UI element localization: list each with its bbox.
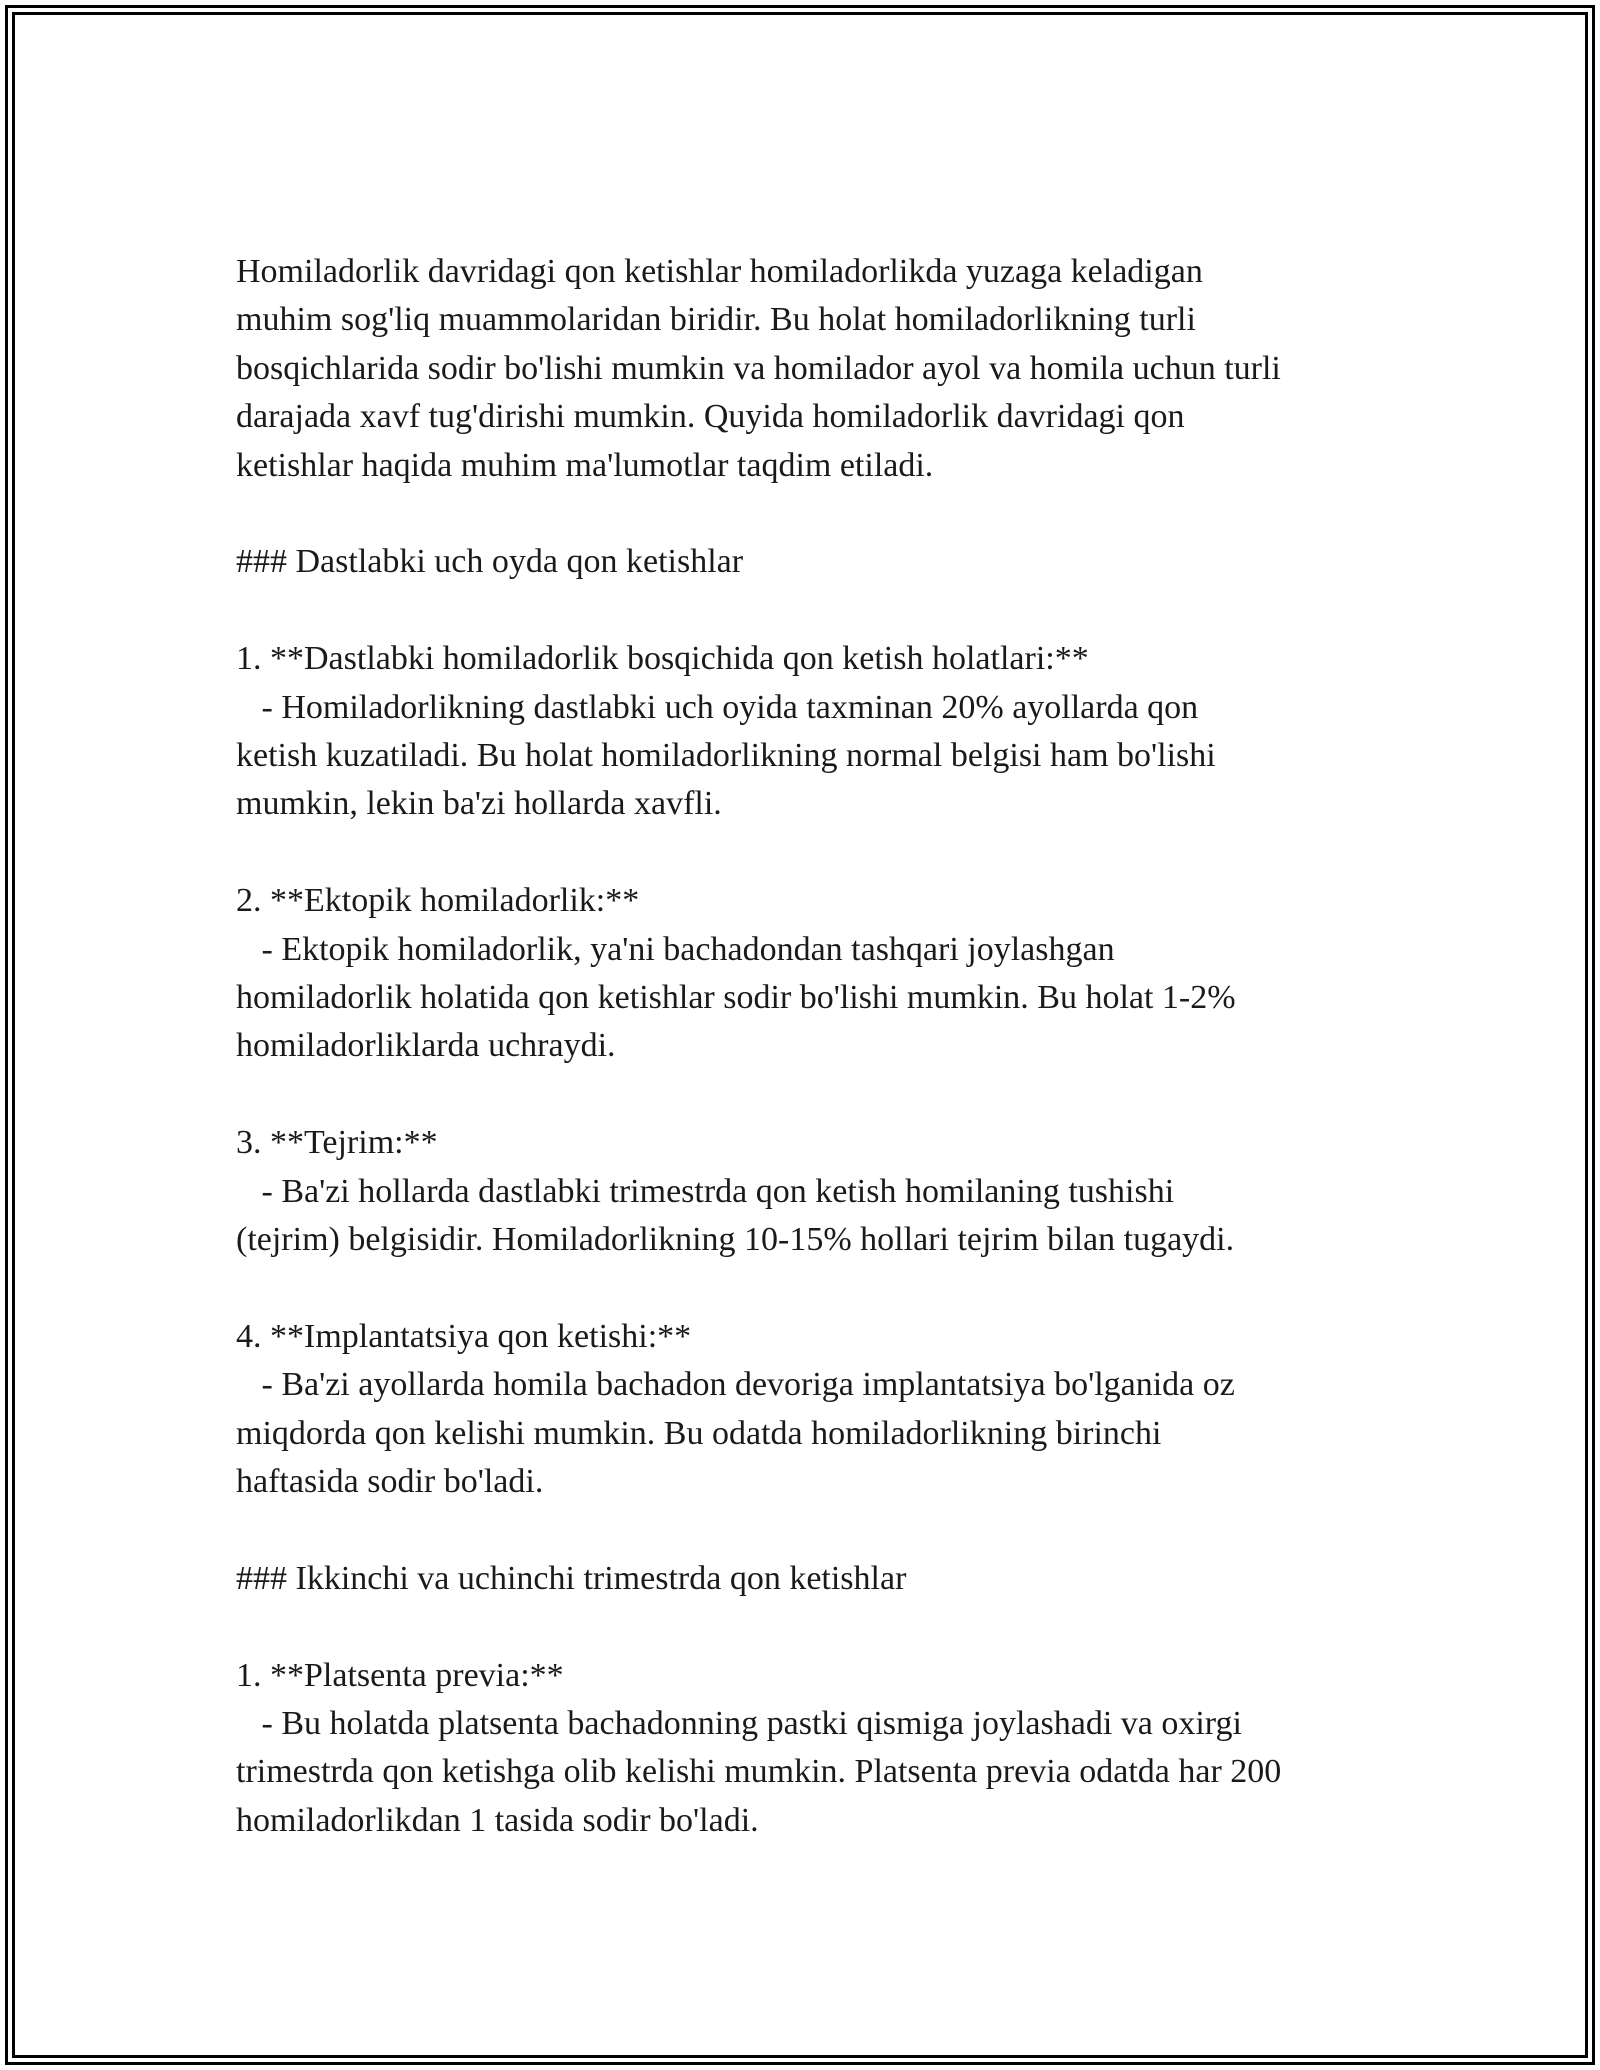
- intro-line-1: Homiladorlik davridagi qon ketishlar homiladorlikda yuzaga keladigan: [236, 253, 1203, 290]
- list-item-4-text: - Ba'zi ayollarda homila bachadon devoriga implantatsiya bo'lganida oz: [236, 1366, 1235, 1404]
- intro-line-2: muhim sog'liq muammolaridan biridir. Bu holat homiladorlikning turli: [236, 301, 1196, 339]
- blank-line: [236, 1071, 1376, 1119]
- intro-line-3: bosqichlarida sodir bo'lishi mumkin va homilador ayol va homila uchun turli: [236, 349, 1281, 387]
- list-item-4-title: 4. **Implantatsiya qon ketishi:**: [236, 1317, 692, 1355]
- blank-line: [236, 587, 1376, 635]
- list-item-1-title: 1. **Dastlabki homiladorlik bosqichida qon ketish holatlari:**: [236, 640, 1089, 678]
- intro-line-4: darajada xavf tug'dirishi mumkin. Quyida homiladorlik davridagi qon: [236, 398, 1185, 436]
- list-item-5-title: 1. **Platsenta previa:**: [236, 1656, 564, 1694]
- list-item-4-text: miqdorda qon kelishi mumkin. Bu odatda homiladorlikning birinchi: [236, 1414, 1162, 1452]
- intro-line-5: ketishlar haqida muhim ma'lumotlar taqdim etiladi.: [236, 446, 934, 484]
- list-item-3-text: - Ba'zi hollarda dastlabki trimestrda qon ketish homilaning tushishi: [236, 1172, 1175, 1210]
- list-item-2-text: homiladorlik holatida qon ketishlar sodir bo'lishi mumkin. Bu holat 1-2%: [236, 979, 1236, 1017]
- list-item-1-text: ketish kuzatiladi. Bu holat homiladorlikning normal belgisi ham bo'lishi: [236, 737, 1216, 775]
- section-heading-first-trimester: ### Dastlabki uch oyda qon ketishlar: [236, 543, 744, 581]
- list-item-5-text: - Bu holatda platsenta bachadonning pastki qismiga joylashadi va oxirgi: [236, 1705, 1242, 1743]
- blank-line: [236, 1264, 1376, 1312]
- blank-line: [236, 490, 1376, 538]
- list-item-2-title: 2. **Ektopik homiladorlik:**: [236, 882, 640, 920]
- list-item-2-text: - Ektopik homiladorlik, ya'ni bachadondan tashqari joylashgan: [236, 930, 1115, 968]
- list-item-1-text: mumkin, lekin ba'zi hollarda xavfli.: [236, 785, 722, 823]
- list-item-3-text: (tejrim) belgisidir. Homiladorlikning 10-15% hollari tejrim bilan tugaydi.: [236, 1221, 1235, 1259]
- list-item-2-text: homiladorliklarda uchraydi.: [236, 1027, 616, 1065]
- blank-line: [236, 1506, 1376, 1554]
- section-heading-later-trimesters: ### Ikkinchi va uchinchi trimestrda qon ketishlar: [236, 1559, 907, 1597]
- blank-line: [236, 829, 1376, 877]
- list-item-5-text: trimestrda qon ketishga olib kelishi mumkin. Platsenta previa odatda har 200: [236, 1753, 1282, 1791]
- list-item-3-title: 3. **Tejrim:**: [236, 1124, 438, 1162]
- blank-line: [236, 1603, 1376, 1651]
- list-item-4-text: haftasida sodir bo'ladi.: [236, 1463, 544, 1501]
- list-item-5-text: homiladorlikdan 1 tasida sodir bo'ladi.: [236, 1801, 759, 1839]
- list-item-1-text: - Homiladorlikning dastlabki uch oyida taxminan 20% ayollarda qon: [236, 688, 1199, 726]
- document-body: [236, 248, 1376, 1845]
